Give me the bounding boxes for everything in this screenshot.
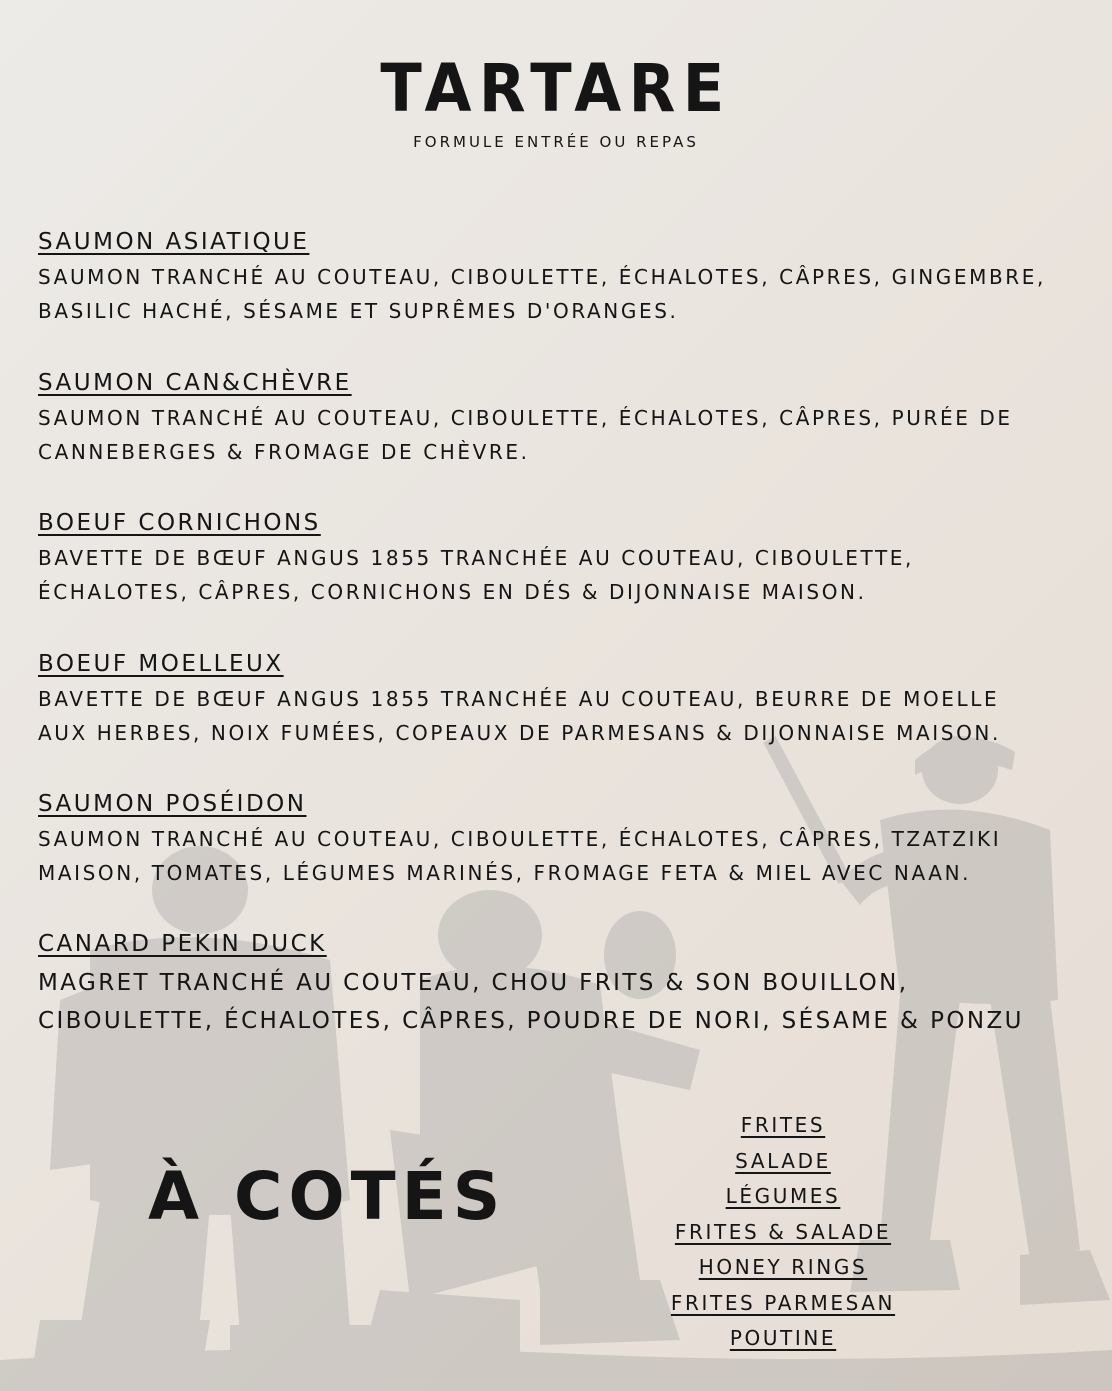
menu-item-boeuf-moelleux [38, 650, 1088, 750]
sides-title: À COTÉS [148, 1158, 507, 1235]
side-item: SALADE [735, 1148, 831, 1173]
menu-item-name: SAUMON POSÉIDON [38, 791, 307, 817]
menu-item-description-line: ÉCHALOTES, CÂPRES, CORNICHONS EN DÉS & DIJONNAISE MAISON. [38, 580, 867, 604]
menu-item-description-line: BAVETTE DE BŒUF ANGUS 1855 TRANCHÉE AU COUTEAU, CIBOULETTE, [38, 546, 914, 570]
menu-item-saumon-poseidon [38, 790, 1088, 890]
menu-item-description-line: AUX HERBES, NOIX FUMÉES, COPEAUX DE PARMESANS & DIJONNAISE MAISON. [38, 721, 1001, 745]
side-item: POUTINE [729, 1326, 837, 1350]
menu-item-description-line: CIBOULETTE, ÉCHALOTES, CÂPRES, POUDRE DE NORI, SÉSAME & PONZU [38, 1008, 1024, 1034]
menu-item-name: CANARD PEKIN DUCK [38, 931, 327, 957]
menu-item-description-line: SAUMON TRANCHÉ AU COUTEAU, CIBOULETTE, ÉCHALOTES, CÂPRES, GINGEMBRE, [38, 265, 1046, 289]
menu-item-description [38, 541, 1088, 609]
menu-item-description-line: BAVETTE DE BŒUF ANGUS 1855 TRANCHÉE AU COUTEAU, BEURRE DE MOELLE [38, 687, 1000, 711]
menu-item-boeuf-cornichons [38, 509, 1088, 609]
menu-item-description [38, 682, 1088, 750]
menu-item-description [38, 401, 1088, 469]
menu-item-saumon-asiatique [38, 228, 1088, 328]
menu-item-description-line: SAUMON TRANCHÉ AU COUTEAU, CIBOULETTE, ÉCHALOTES, CÂPRES, PURÉE DE [38, 406, 1013, 430]
menu-item-description-line: MAISON, TOMATES, LÉGUMES MARINÉS, FROMAGE FETA & MIEL AVEC NAAN. [38, 861, 972, 885]
side-item: HONEY RINGS [698, 1255, 868, 1279]
menu-item-name: BOEUF CORNICHONS [38, 510, 321, 536]
menu-item-description [38, 964, 1088, 1040]
menu-item-description-line: BASILIC HACHÉ, SÉSAME ET SUPRÊMES D'ORANGES. [38, 299, 679, 323]
side-item: LÉGUMES [725, 1184, 841, 1208]
menu-item-name: SAUMON CAN&CHÈVRE [38, 370, 352, 396]
menu-item-saumon-can-chevre [38, 369, 1088, 469]
menu-item-canard-pekin-duck [38, 930, 1088, 1040]
menu-item-description-line: CANNEBERGES & FROMAGE DE CHÈVRE. [38, 440, 530, 464]
sides-list [652, 1108, 914, 1357]
menu-item-description [38, 822, 1088, 890]
menu-item-description-line: SAUMON TRANCHÉ AU COUTEAU, CIBOULETTE, ÉCHALOTES, CÂPRES, TZATZIKI [38, 827, 1002, 851]
side-item: FRITES [740, 1113, 826, 1137]
side-item: FRITES PARMESAN [670, 1290, 896, 1315]
menu-item-description-line: MAGRET TRANCHÉ AU COUTEAU, CHOU FRITS & SON BOUILLON, [38, 970, 909, 996]
menu-item-name: SAUMON ASIATIQUE [38, 229, 310, 255]
page-subtitle: FORMULE ENTRÉE OU REPAS [413, 133, 699, 151]
page-title: TARTARE [380, 50, 732, 127]
menu-item-name: BOEUF MOELLEUX [38, 651, 284, 677]
side-item: FRITES & SALADE [674, 1219, 892, 1244]
menu-item-description [38, 260, 1088, 328]
